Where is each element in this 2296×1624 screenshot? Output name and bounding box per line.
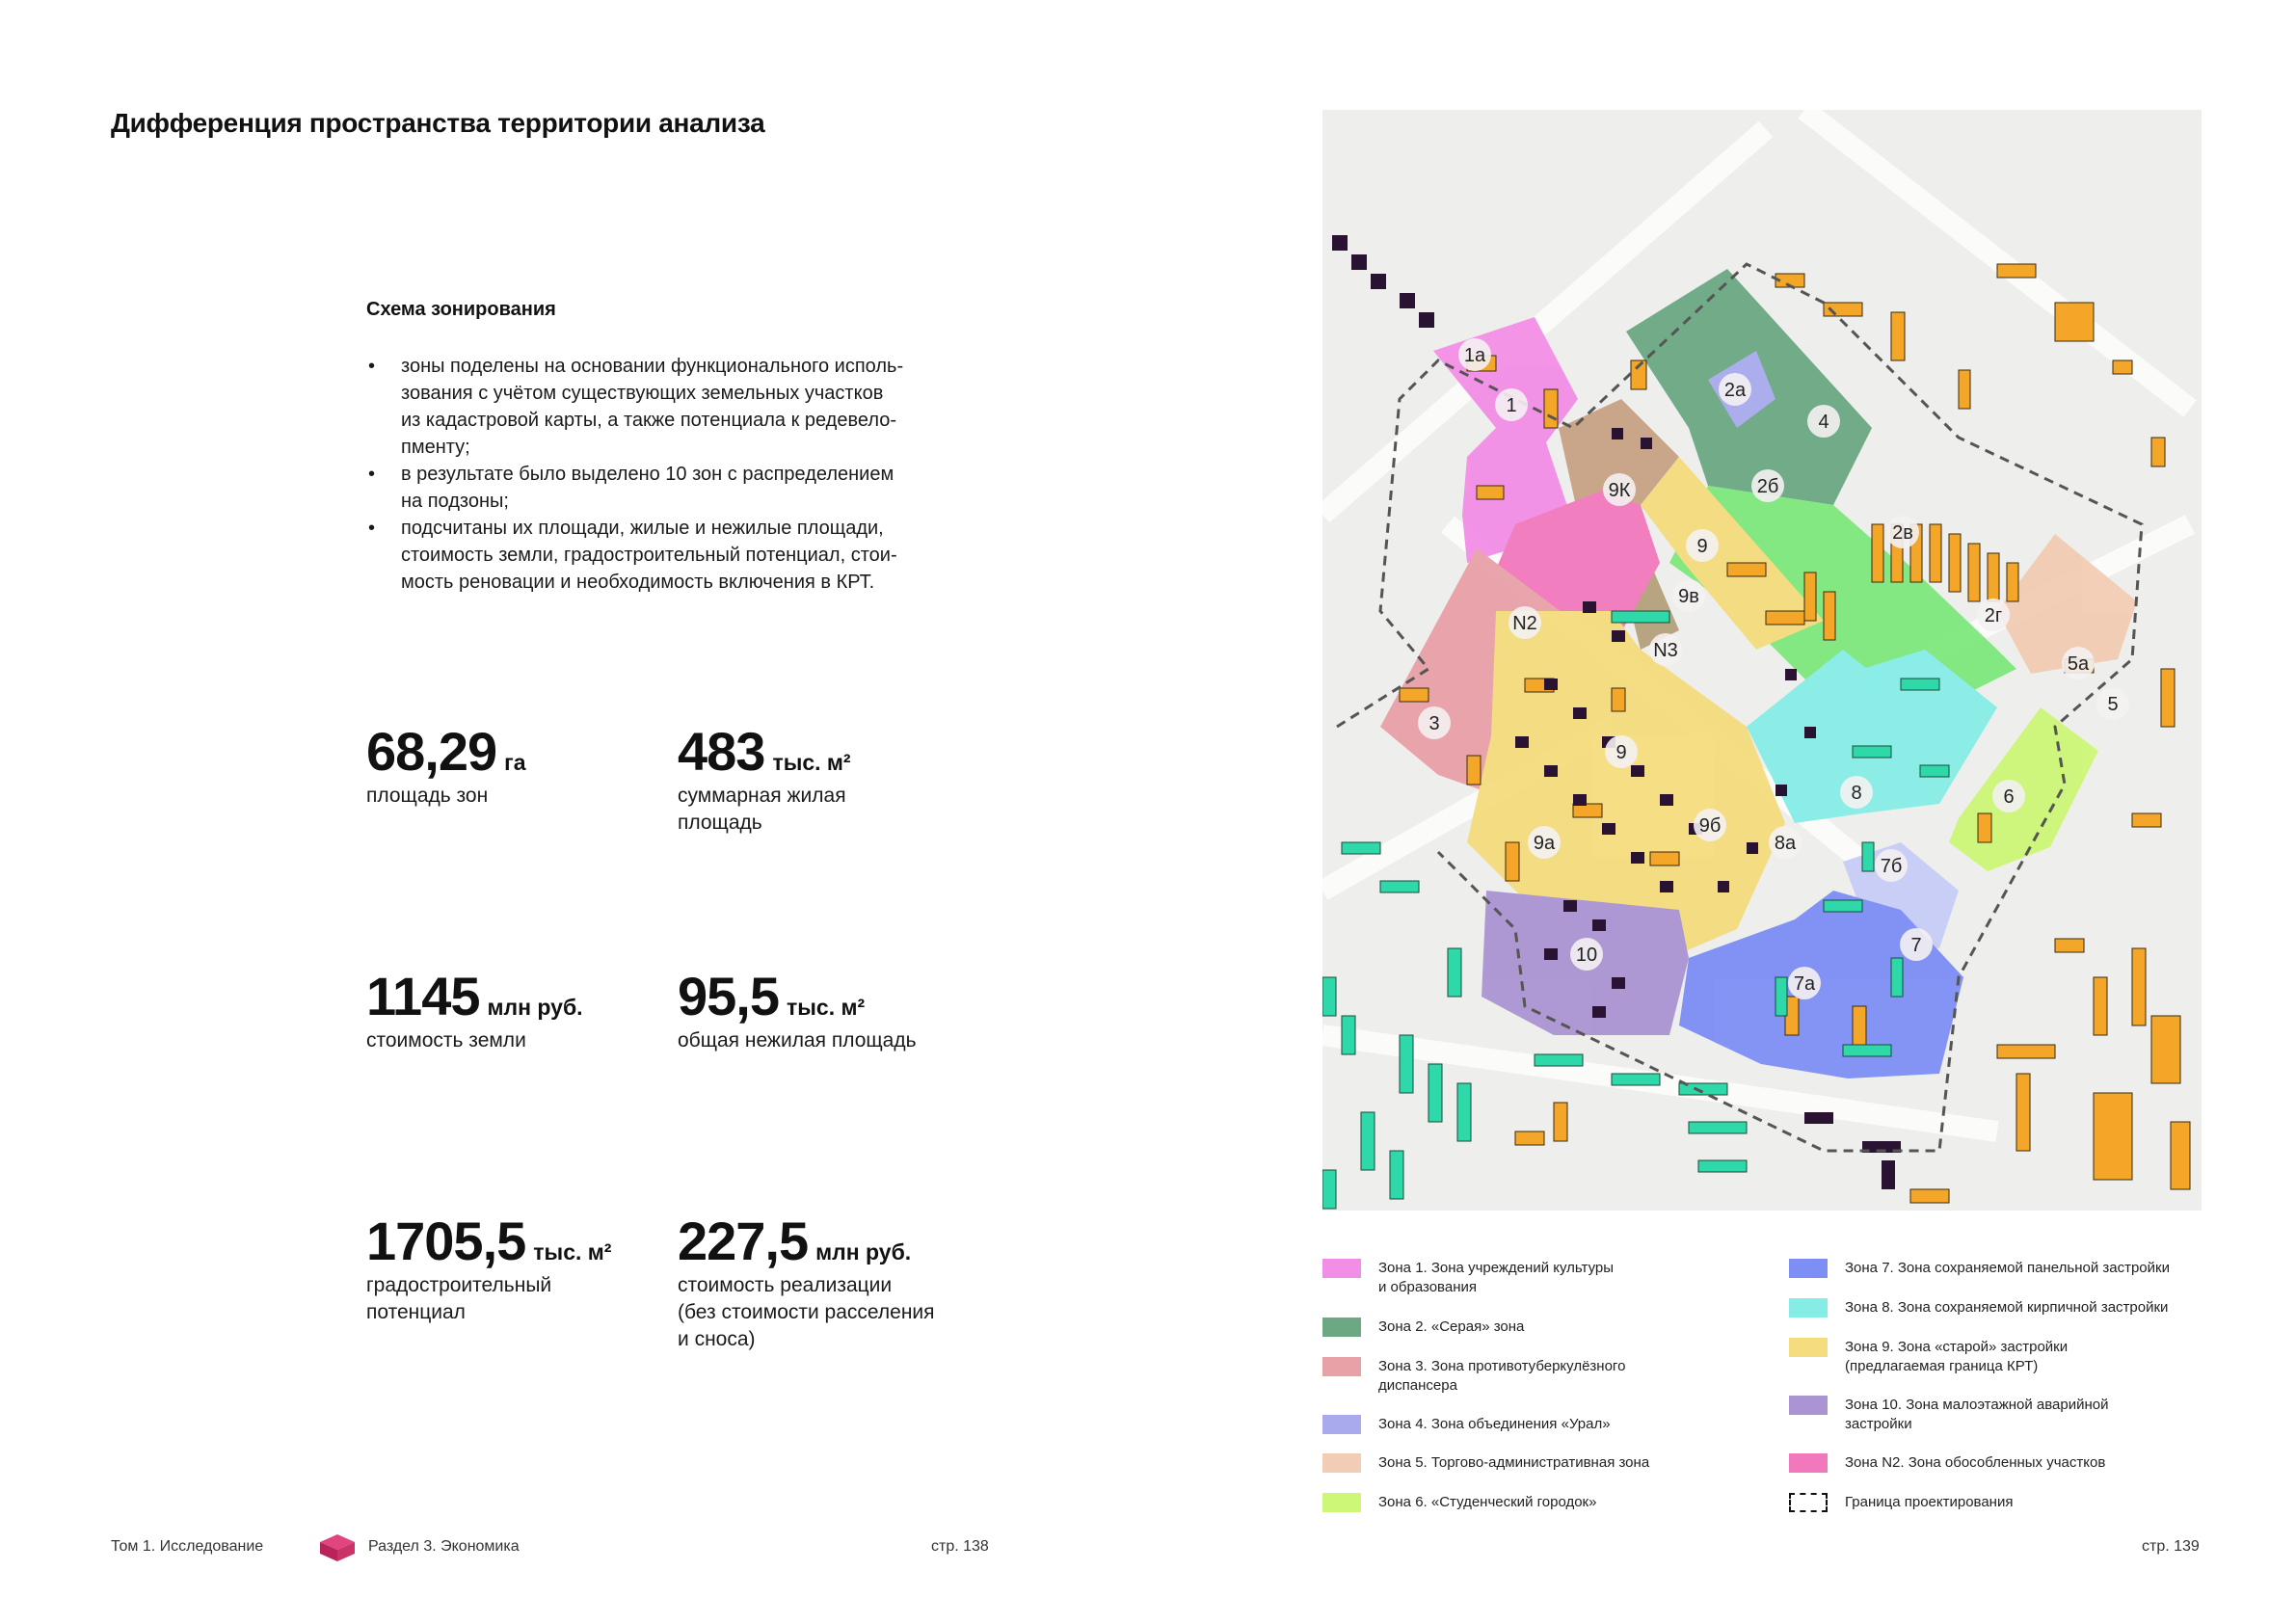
map-label-circle <box>1875 849 1908 882</box>
bullet-item: • в результате было выделено 10 зон с распределением на подзоны; <box>366 461 1002 515</box>
svg-text:4: 4 <box>1818 412 1829 433</box>
stat-unit: млн руб. <box>487 995 583 1020</box>
svg-text:N3: N3 <box>1653 640 1678 661</box>
legend-label: Зона N2. Зона обособленных участков <box>1845 1454 2106 1471</box>
bullet-dot: • <box>368 356 376 377</box>
svg-text:2в: 2в <box>1892 522 1913 544</box>
map-label-circle <box>1508 606 1541 639</box>
map-label-circle <box>1992 780 2025 812</box>
svg-text:N2: N2 <box>1512 613 1537 634</box>
legend-label: Зона 4. Зона объединения «Урал» <box>1378 1416 1611 1432</box>
stat-unit: га <box>504 750 526 775</box>
footer-section: Раздел 3. Экономика <box>368 1538 520 1555</box>
legend-item <box>1322 1493 1596 1512</box>
map-label-circle <box>1672 579 1705 612</box>
legend-swatch <box>1322 1318 1361 1337</box>
page-title: Дифференция пространства территории анализа <box>111 108 765 138</box>
legend-label: Зона 8. Зона сохраняемой кирпичной застройки <box>1845 1299 2169 1316</box>
legend-label: Зона 7. Зона сохраняемой панельной застройки <box>1845 1260 2170 1276</box>
map-label-circle <box>1605 735 1638 768</box>
map-label-circle <box>1900 928 1933 961</box>
map-label-circle <box>1886 516 1919 548</box>
svg-text:2а: 2а <box>1723 380 1747 401</box>
stat-value: 483 <box>678 721 765 782</box>
map-label-circle <box>1418 706 1451 739</box>
stat-unit: тыс. м² <box>787 995 866 1020</box>
map-label-circle <box>1769 826 1802 859</box>
map-label-circle <box>1603 473 1636 506</box>
stat-unit: млн руб. <box>815 1239 912 1265</box>
map-label-circle <box>2062 647 2095 679</box>
zoning-map <box>1322 110 2202 1211</box>
map-label-circle <box>1649 633 1682 666</box>
footer-volume: Том 1. Исследование <box>111 1538 264 1555</box>
bullet-item: • подсчитаны их площади, жилые и нежилые площади, стоимость земли, градостроительный потенциал, стои- мость реновации и необходимость включения в КРТ. <box>366 515 1002 596</box>
legend-item <box>1789 1338 2068 1376</box>
stat-value: 95,5 <box>678 966 779 1026</box>
section-logo-icon <box>316 1531 359 1563</box>
legend-item <box>1322 1357 1625 1396</box>
legend-item <box>1789 1259 2170 1278</box>
legend-item <box>1789 1298 2168 1318</box>
zoning-map-svg <box>1322 110 2202 1211</box>
legend-item <box>1322 1453 1649 1473</box>
stat-value: 227,5 <box>678 1211 809 1271</box>
bullet-dot: • <box>368 464 376 485</box>
stat-label: общая нежилая площадь <box>678 1029 917 1052</box>
legend-swatch <box>1789 1453 1828 1473</box>
map-label-circle <box>1686 529 1719 562</box>
svg-text:8а: 8а <box>1774 833 1797 854</box>
legend-label: Зона 2. «Серая» зона <box>1378 1318 1525 1335</box>
map-label-circle <box>1840 776 1873 809</box>
legend-item <box>1322 1318 1524 1337</box>
legend-label: Зона 10. Зона малоэтажной аварийной застройки <box>1845 1397 2109 1432</box>
legend-swatch <box>1322 1453 1361 1473</box>
svg-text:2б: 2б <box>1756 476 1779 497</box>
svg-text:5: 5 <box>2107 694 2119 715</box>
legend-item <box>1789 1453 2105 1473</box>
map-label-circle <box>1788 967 1821 999</box>
map-label-circle <box>1719 373 1751 406</box>
stat-value: 1705,5 <box>366 1211 526 1271</box>
map-label-circle <box>1495 388 1528 421</box>
svg-text:6: 6 <box>2003 786 2015 808</box>
legend-label: Зона 1. Зона учреждений культуры и образования <box>1378 1260 1615 1295</box>
svg-text:9: 9 <box>1696 536 1708 557</box>
svg-text:7а: 7а <box>1793 973 1816 995</box>
stat-urban-potential <box>366 1212 611 1326</box>
legend-swatch <box>1789 1493 1828 1512</box>
map-label-circle <box>1528 826 1561 859</box>
stat-unit: тыс. м² <box>772 750 851 775</box>
svg-text:9: 9 <box>1615 742 1627 763</box>
svg-text:7: 7 <box>1910 935 1922 956</box>
stat-nonresidential-area <box>678 968 917 1054</box>
legend-label: Зона 5. Торгово-административная зона <box>1378 1454 1650 1471</box>
footer-page-right: стр. 139 <box>2142 1538 2200 1555</box>
svg-text:5а: 5а <box>2067 653 2090 675</box>
legend-swatch <box>1322 1357 1361 1376</box>
legend-label: Зона 9. Зона «старой» застройки (предлагаемая граница КРТ) <box>1845 1339 2069 1374</box>
legend-item <box>1789 1493 2013 1512</box>
stat-label: стоимость земли <box>366 1029 526 1052</box>
svg-text:7б: 7б <box>1880 856 1903 877</box>
svg-text:9а: 9а <box>1533 833 1556 854</box>
stat-label: градостроительный потенциал <box>366 1274 552 1323</box>
svg-text:10: 10 <box>1575 945 1598 966</box>
svg-text:9б: 9б <box>1698 815 1722 837</box>
legend-swatch <box>1322 1415 1361 1434</box>
legend-swatch <box>1322 1493 1361 1512</box>
map-label-circle <box>1807 405 1840 438</box>
stat-label: площадь зон <box>366 785 489 807</box>
legend-label: Граница проектирования <box>1845 1494 2014 1510</box>
svg-text:2г: 2г <box>1984 605 2003 626</box>
map-label-circle <box>1694 809 1726 841</box>
legend-label: Зона 6. «Студенческий городок» <box>1378 1494 1597 1510</box>
svg-text:8: 8 <box>1851 783 1862 804</box>
bullet-list <box>366 353 1002 596</box>
stat-label: суммарная жилая площадь <box>678 785 846 834</box>
map-label-circle <box>2096 687 2129 720</box>
svg-text:3: 3 <box>1428 713 1440 734</box>
svg-text:9К: 9К <box>1608 480 1631 501</box>
svg-text:1: 1 <box>1506 395 1517 416</box>
stat-residential-area <box>678 723 851 837</box>
stat-implementation-cost <box>678 1212 935 1353</box>
map-label-circle <box>1977 599 2010 631</box>
stat-value: 1145 <box>366 966 480 1026</box>
stat-label: стоимость реализации (без стоимости расселения и сноса) <box>678 1274 935 1350</box>
stat-value: 68,29 <box>366 721 497 782</box>
map-label-circle <box>1751 469 1784 502</box>
bullet-item: • зоны поделены на основании функционального исполь- зования с учётом существующих земельных участков из кадастровой карты, а также потенциала к редевело- пменту; <box>366 353 1002 461</box>
svg-text:1а: 1а <box>1463 345 1486 366</box>
legend-item <box>1322 1415 1611 1434</box>
legend-item <box>1322 1259 1614 1297</box>
legend-swatch <box>1789 1396 1828 1415</box>
legend-item <box>1789 1396 2109 1434</box>
legend-swatch <box>1789 1298 1828 1318</box>
legend-swatch <box>1789 1338 1828 1357</box>
legend-label: Зона 3. Зона противотуберкулёзного диспансера <box>1378 1358 1626 1394</box>
svg-text:9в: 9в <box>1678 586 1699 607</box>
footer-page-left: стр. 138 <box>931 1538 989 1555</box>
stat-unit: тыс. м² <box>533 1239 612 1265</box>
legend-swatch <box>1789 1259 1828 1278</box>
legend-swatch <box>1322 1259 1361 1278</box>
bullet-dot: • <box>368 518 376 539</box>
stat-zone-area <box>366 723 526 810</box>
map-label-circle <box>1570 938 1603 971</box>
map-label-circle <box>1458 338 1491 371</box>
stat-land-cost <box>366 968 583 1054</box>
section-heading: Схема зонирования <box>366 299 556 320</box>
